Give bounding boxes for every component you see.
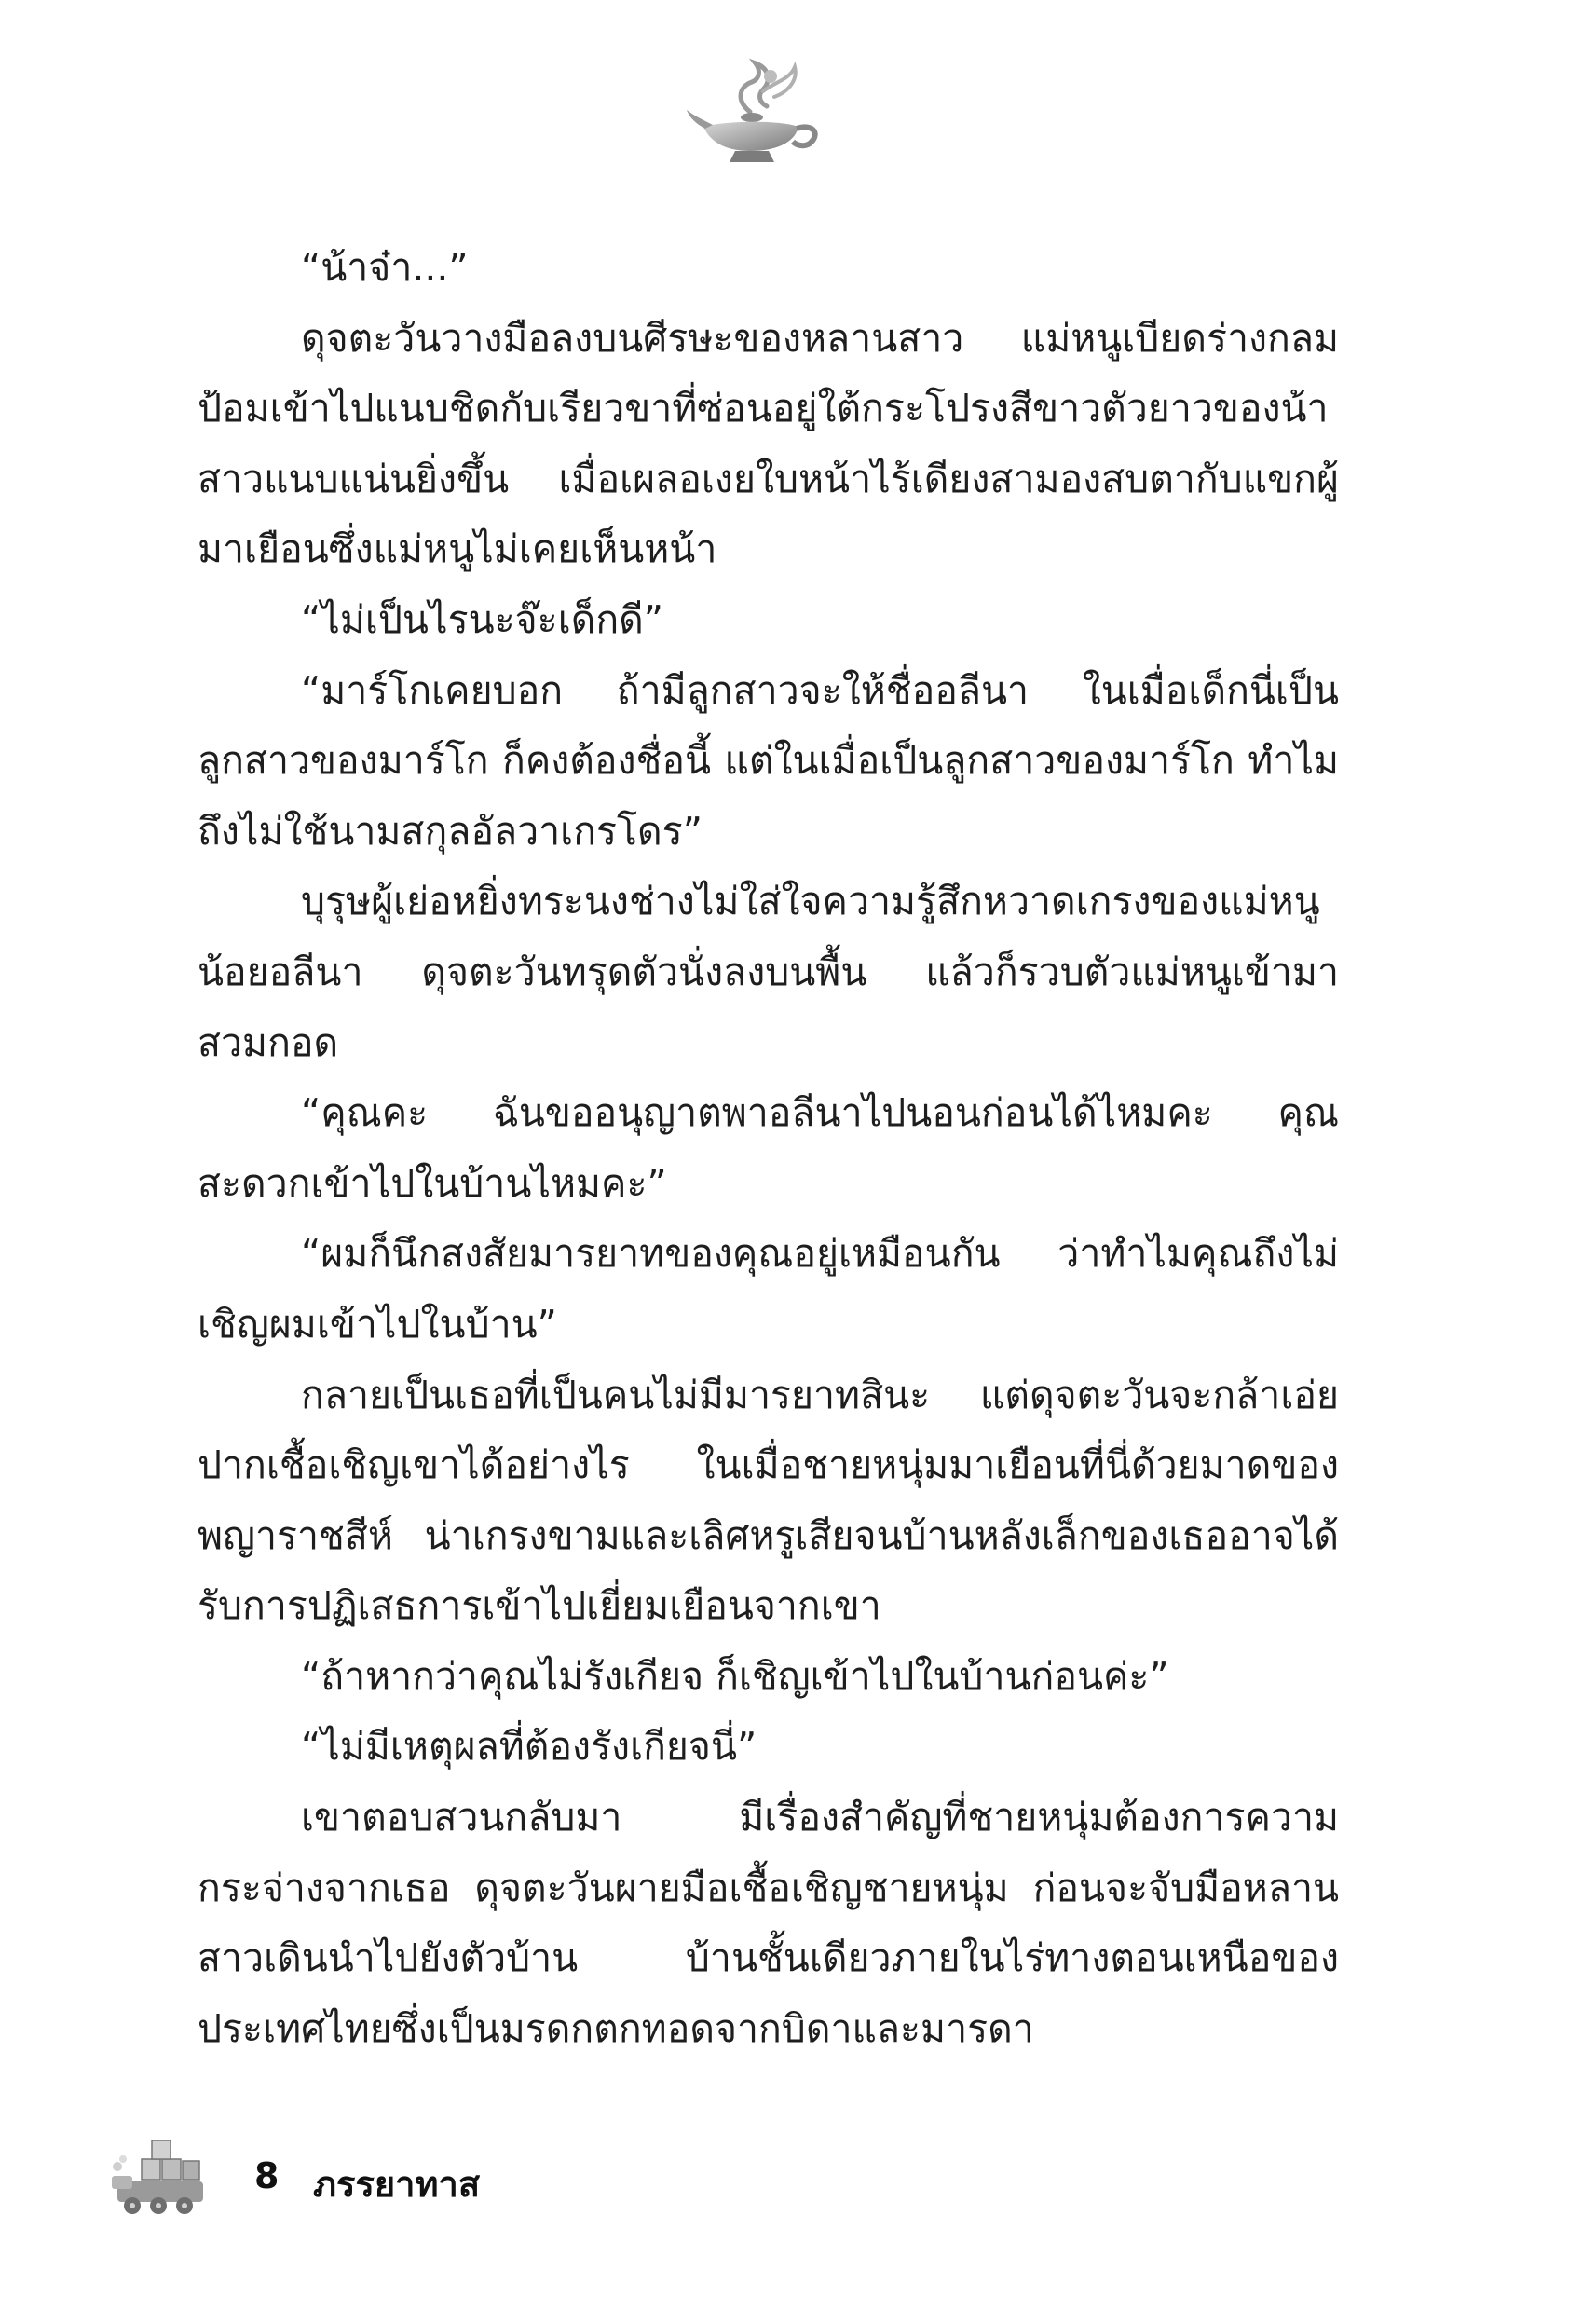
- genie-lamp-icon: [685, 54, 825, 171]
- paragraph: “คุณคะ ฉันขออนุญาตพาอลีนาไปนอนก่อนได้ไหมคะ คุณสะดวกเข้าไปในบ้านไหมคะ”: [198, 1090, 1339, 1206]
- paragraph: บุรุษผู้เย่อหยิ่งทระนงช่างไม่ใส่ใจความรู้สึกหวาดเกรงของแม่หนูน้อยอลีนา ดุจตะวันทรุดตัวนั่งลงบนพื้น แล้วก็รวบตัวแม่หนูเข้ามาสวมกอด: [198, 879, 1339, 1065]
- paragraph: “ไม่เป็นไรนะจ๊ะเด็กดี”: [301, 596, 664, 642]
- paragraph: เขาตอบสวนกลับมา มีเรื่องสำคัญที่ชายหนุ่มต้องการความกระจ่างจากเธอ ดุจตะวันผายมือเชื้อเชิญชายหนุ่ม ก่อนจะจับมือหลานสาวเดินนำไปยังตัวบ้าน บ้านชั้นเดียวภายในไร่ทางตอนเหนือของประเทศไทยซึ่งเป็นมรดกตกทอดจากบิดาและมารดา: [198, 1795, 1339, 2051]
- story-text: [198, 233, 1339, 2064]
- paragraph: กลายเป็นเธอที่เป็นคนไม่มีมารยาทสินะ แต่ดุจตะวันจะกล้าเอ่ยปากเชื้อเชิญเขาได้อย่างไร ในเมื่อชายหนุ่มมาเยือนที่นี่ด้วยมาดของพญาราชสีห์ น่าเกรงขามและเลิศหรูเสียจนบ้านหลังเล็กของเธออาจได้รับการปฏิเสธการเข้าไปเยี่ยมเยือนจากเขา: [198, 1372, 1339, 1629]
- paragraph: “ถ้าหากว่าคุณไม่รังเกียจ ก็เชิญเข้าไปในบ้านก่อนค่ะ”: [301, 1653, 1169, 1699]
- paragraph: ดุจตะวันวางมือลงบนศีรษะของหลานสาว แม่หนูเบียดร่างกลมป้อมเข้าไปแนบชิดกับเรียวขาที่ซ่อนอยู่ใต้กระโปรงสีขาวตัวยาวของน้าสาวแนบแน่นยิ่งขึ้น เมื่อเผลอเงยใบหน้าไร้เดียงสามองสบตากับแขกผู้มาเยือนซึ่งแม่หนูไม่เคยเห็นหน้า: [198, 315, 1339, 572]
- paragraph: “ไม่มีเหตุผลที่ต้องรังเกียจนี่”: [301, 1724, 757, 1770]
- paragraph: “ผมก็นึกสงสัยมารยาทของคุณอยู่เหมือนกัน ว่าทำไมคุณถึงไม่เชิญผมเข้าไปในบ้าน”: [198, 1231, 1339, 1347]
- page-footer: [110, 2139, 762, 2222]
- paragraph: “มาร์โกเคยบอก ถ้ามีลูกสาวจะให้ชื่ออลีนา ในเมื่อเด็กนี่เป็นลูกสาวของมาร์โก ก็คงต้องชื่อนี้ แต่ในเมื่อเป็นลูกสาวของมาร์โก ทำไมถึงไม่ใช้นามสกุลอัลวาเกรโดร”: [198, 667, 1339, 854]
- toy-train-abc-blocks-icon: [110, 2139, 212, 2222]
- page-number: 8: [254, 2155, 280, 2196]
- paragraph: “น้าจ๋า...”: [301, 245, 469, 290]
- book-title: ภรรยาทาส: [313, 2164, 481, 2205]
